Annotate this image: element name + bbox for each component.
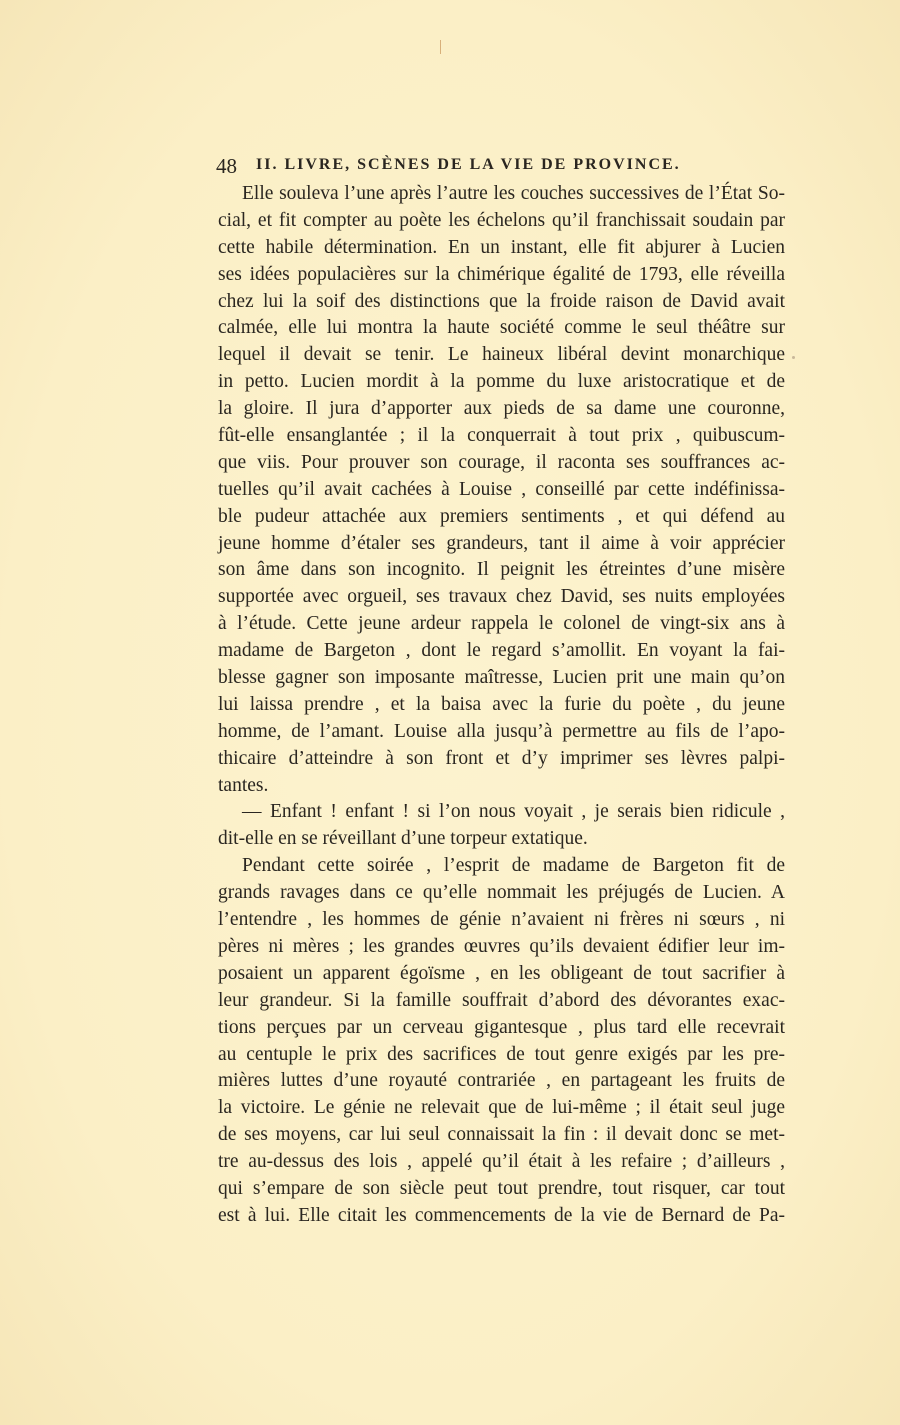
- running-head: II. LIVRE, SCÈNES DE LA VIE DE PROVINCE.: [256, 156, 681, 173]
- text-line: fût-elle ensanglantée ; il la conquerrait à tout prix , quibuscum-: [218, 425, 785, 447]
- paper-speck: [792, 356, 795, 359]
- text-line: cial, et fit compter au poète les échelons qu’il franchissait soudain par: [218, 209, 785, 231]
- text-line: dit-elle en se réveillant d’une torpeur extatique.: [218, 828, 588, 850]
- text-line: supportée avec orgueil, ses travaux chez David, ses nuits employées: [218, 586, 785, 608]
- text-line: à l’étude. Cette jeune ardeur rappela le colonel de vingt-six ans à: [218, 613, 785, 635]
- text-line: l’entendre , les hommes de génie n’avaient ni frères ni sœurs , ni: [218, 909, 785, 931]
- text-line: — Enfant ! enfant ! si l’on nous voyait , je serais bien ridicule ,: [242, 801, 785, 823]
- text-line: la gloire. Il jura d’apporter aux pieds de sa dame une couronne,: [218, 398, 785, 420]
- text-line: cette habile détermination. En un instant, elle fit abjurer à Lucien: [218, 236, 785, 258]
- text-line: homme, de l’amant. Louise alla jusqu’à permettre au fils de l’apo-: [218, 720, 785, 742]
- text-line: Elle souleva l’une après l’autre les couches successives de l’État So-: [242, 183, 785, 204]
- text-line: que viis. Pour prouver son courage, il raconta ses souffrances ac-: [218, 451, 785, 473]
- text-line: la victoire. Le génie ne relevait que de lui-même ; il était seul juge: [218, 1097, 785, 1119]
- text-line: Pendant cette soirée , l’esprit de madame de Bargeton fit de: [242, 855, 785, 877]
- text-line: calmée, elle lui montra la haute société comme le seul théâtre sur: [218, 317, 785, 339]
- page-number: 48: [216, 154, 237, 178]
- text-line: posaient un apparent égoïsme , en les obligeant de tout sacrifier à: [218, 962, 785, 984]
- text-line: tuelles qu’il avait cachées à Louise , conseillé par cette indéfinissa-: [218, 478, 785, 500]
- text-line: thicaire d’atteindre à son front et d’y imprimer ses lèvres palpi-: [218, 747, 785, 769]
- page-header: [216, 154, 716, 180]
- paper-mark: [440, 40, 441, 54]
- text-line: qui s’empare de son siècle peut tout prendre, tout risquer, car tout: [218, 1177, 785, 1199]
- text-line: son âme dans son incognito. Il peignit les étreintes d’une misère: [218, 559, 785, 581]
- text-line: jeune homme d’étaler ses grandeurs, tant il aime à voir apprécier: [218, 532, 785, 554]
- text-line: blesse gagner son imposante maîtresse, Lucien prit une main qu’on: [218, 667, 785, 689]
- text-line: tre au-dessus des lois , appelé qu’il était à les refaire ; d’ailleurs ,: [218, 1151, 785, 1173]
- text-line: tantes.: [218, 774, 269, 796]
- text-line: lui laissa prendre , et la baisa avec la furie du poète , du jeune: [218, 693, 785, 715]
- text-line: ses idées populacières sur la chimérique égalité de 1793, elle réveilla: [218, 263, 785, 285]
- text-line: mières luttes d’une royauté contrariée , en partageant les fruits de: [218, 1070, 785, 1092]
- text-line: de ses moyens, car lui seul connaissait la fin : il devait donc se met-: [218, 1124, 785, 1146]
- text-line: madame de Bargeton , dont le regard s’amollit. En voyant la fai-: [218, 640, 785, 662]
- text-line: grands ravages dans ce qu’elle nommait les préjugés de Lucien. A: [218, 882, 785, 904]
- text-line: pères ni mères ; les grandes œuvres qu’ils devaient édifier leur im-: [218, 935, 785, 957]
- text-line: tions perçues par un cerveau gigantesque , plus tard elle recevrait: [218, 1016, 785, 1038]
- text-line: leur grandeur. Si la famille souffrait d’abord des dévorantes exac-: [218, 989, 785, 1011]
- text-line: au centuple le prix des sacrifices de tout genre exigés par les pre-: [218, 1043, 785, 1065]
- text-line: in petto. Lucien mordit à la pomme du luxe aristocratique et de: [218, 371, 785, 393]
- body-text: [218, 181, 785, 1230]
- text-line: chez lui la soif des distinctions que la froide raison de David avait: [218, 290, 785, 312]
- text-line: lequel il devait se tenir. Le haineux libéral devint monarchique: [218, 344, 785, 366]
- text-line: ble pudeur attachée aux premiers sentiments , et qui défend au: [218, 505, 785, 527]
- text-line: est à lui. Elle citait les commencements de la vie de Bernard de Pa-: [218, 1204, 785, 1226]
